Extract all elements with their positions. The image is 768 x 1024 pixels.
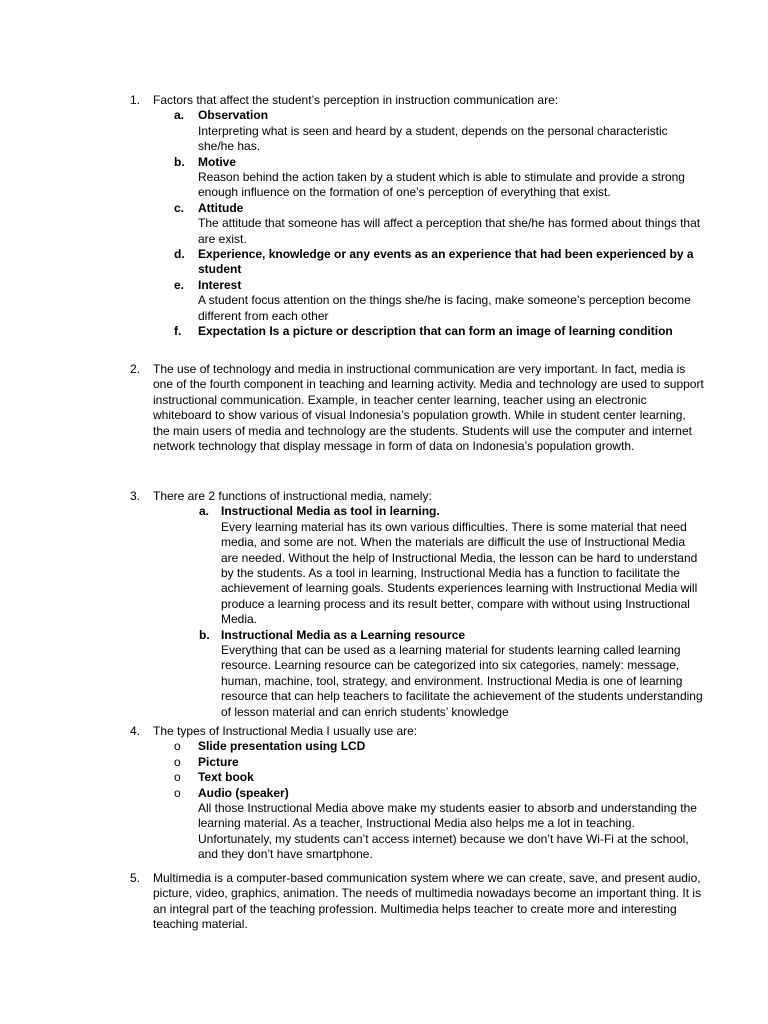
sub-title: Instructional Media as tool in learning. — [221, 504, 440, 519]
sub-item-c — [174, 200, 705, 247]
sub-letter: e. — [174, 277, 185, 292]
sub-letter: a. — [199, 504, 210, 519]
item-number: 5. — [130, 871, 141, 885]
sub-letter: b. — [199, 627, 210, 642]
item-number: 4. — [130, 724, 141, 738]
sub-letter: c. — [174, 200, 185, 215]
sub-title: Interest — [198, 277, 242, 292]
sub-letter: f. — [174, 324, 182, 339]
bullet-label: Picture — [198, 754, 239, 769]
item-number: 1. — [130, 93, 141, 107]
bullet-icon: o — [174, 785, 181, 800]
sub-text: Reason behind the action taken by a student which is able to stimulate and provide a strong enough influence on the formation of one’s perception of everything that exist. — [198, 170, 685, 200]
sub-item-b — [174, 154, 705, 201]
bullet-icon: o — [174, 739, 181, 754]
sub-title: Experience, knowledge or any events as an experience that had been experienced by a student — [198, 247, 694, 277]
sub-letter: b. — [174, 154, 185, 169]
bullet-icon: o — [174, 770, 181, 785]
sub-text: A student focus attention on the things she/he is facing, make someone’s perception become different from each other — [198, 293, 691, 323]
sub-item-a — [199, 504, 705, 627]
item-intro: Factors that affect the student’s perception in instruction communication are: — [153, 93, 559, 107]
sub-letter: d. — [174, 247, 185, 262]
list-item-3 — [130, 489, 705, 720]
sub-item-a — [174, 108, 705, 154]
bullet-icon: o — [174, 754, 181, 769]
sub-title: Motive — [198, 154, 237, 169]
bullet-item — [174, 785, 705, 801]
sub-item-f — [174, 324, 705, 339]
item-number: 3. — [130, 489, 141, 503]
bullet-label: Audio (speaker) — [198, 785, 289, 800]
sub-title: Instructional Media as a Learning resource — [221, 627, 466, 642]
item-intro: There are 2 functions of instructional media, namely: — [153, 489, 432, 503]
item-number: 2. — [130, 362, 141, 376]
sub-title: Expectation Is a picture or description that can form an image of learning condition — [198, 324, 673, 339]
sub-text: Every learning material has its own various difficulties. There is some material that need media, and some are not. When the materials are difficult the use of Instructional Media are needed. Without the help of Instructional Media, the lesson can be hard to understand by the students. As a tool in learning, Instructional Media has a function to facilitate the achievement of learning goals. Students experiences learning with Instructional Media will produce a learning process and its result better, compare with without using Instructional Media. — [221, 519, 698, 627]
sub-text: Interpreting what is seen and heard by a student, depends on the personal characteristic she/he has. — [198, 123, 668, 154]
list-item-2 — [130, 362, 705, 454]
bullet-item — [174, 770, 705, 785]
sub-item-b — [199, 627, 705, 720]
item-text: Multimedia is a computer-based communication system where we can create, save, and present audio, picture, video, graphics, animation. The needs of multimedia nowadays become an important thing. It is an integral part of the teaching profession. Multimedia helps teacher to create more and interesting teaching material. — [153, 871, 702, 932]
bullet-item — [174, 754, 705, 770]
sub-item-d — [174, 247, 705, 278]
item-text: The use of technology and media in instructional communication are very important. In fact, media is one of the fourth component in teaching and learning activity. Media and technology are used to support instructional communication. Example, in teacher center learning, teacher using an electronic whiteboard to show various of visual Indonesia’s population growth. While in student center learning, the main users of media and technology are the students. Students will use the computer and internet network technology that display message in form of data on Indonesia’s population growth. — [153, 362, 704, 454]
sub-text: The attitude that someone has will affect a perception that she/he has formed about things that are exist. — [198, 216, 701, 246]
sub-letter: a. — [174, 108, 185, 123]
item-text: All those Instructional Media above make my students easier to absorb and understanding the learning material. As a teacher, Instructional Media also helps me a lot in teaching. Unfortunately, my students can’t access internet) because we don’t have Wi-Fi at the school, and they don’t have smartphone. — [198, 801, 697, 862]
bullet-label: Slide presentation using LCD — [198, 739, 366, 754]
item-intro: The types of Instructional Media I usually use are: — [153, 724, 418, 738]
list-item-1 — [130, 93, 705, 340]
sub-text: Everything that can be used as a learning material for students learning called learning resource. Learning resource can be categorized into six categories, namely: message, human, machine, tool, strategy, and environment. Instructional Media is one of learning resource that can help teachers to facilitate the achievement of the students understanding of lesson material and can enrich students’ knowledge — [221, 643, 703, 719]
list-item-5 — [130, 871, 705, 933]
bullet-label: Text book — [198, 770, 254, 785]
sub-title: Observation — [198, 108, 269, 123]
bullet-item — [174, 739, 705, 754]
list-item-4 — [130, 724, 705, 863]
sub-item-e — [174, 277, 705, 324]
sub-title: Attitude — [198, 200, 244, 215]
